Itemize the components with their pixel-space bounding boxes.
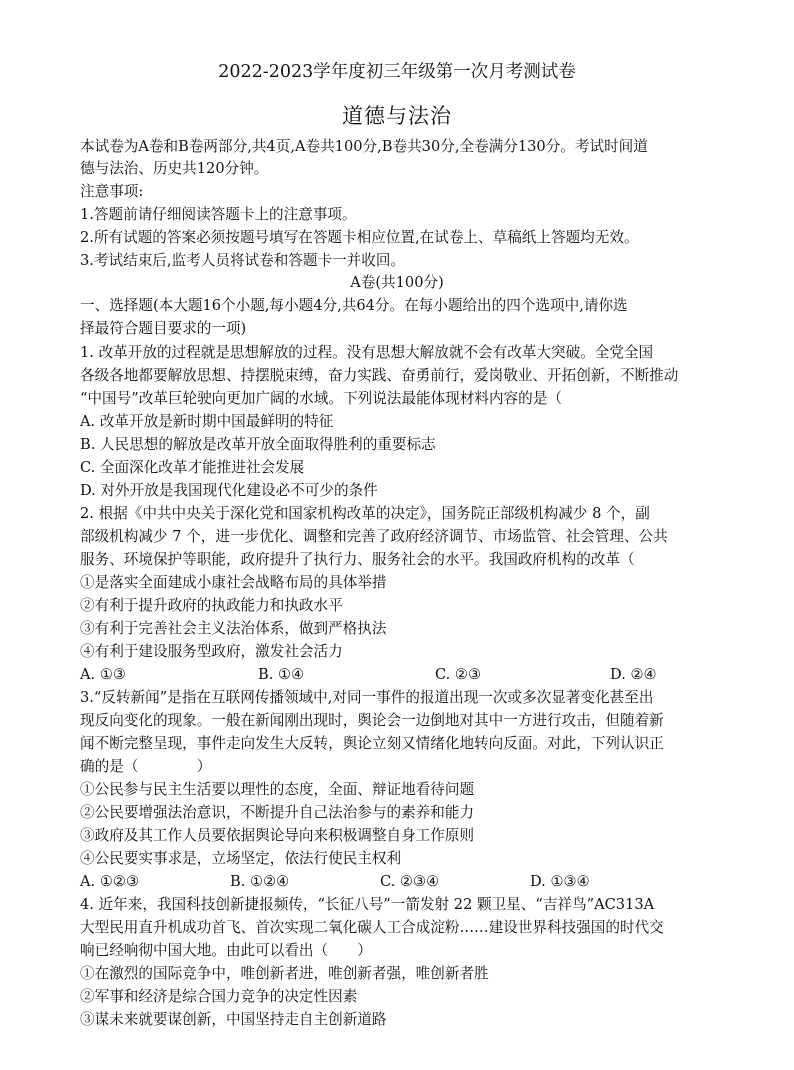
- exam-title: 2022-2023学年度初三年级第一次月考测试卷: [218, 62, 576, 82]
- q1-option-c: C. 全面深化改革才能推进社会发展: [80, 459, 305, 476]
- q1-stem-3: “中国号”改革巨轮驶向更加广阔的水域。下列说法最能体现材料内容的是（: [80, 390, 562, 407]
- q1-option-d: D. 对外开放是我国现代化建设必不可少的条件: [80, 482, 378, 499]
- intro-line-1: 本试卷为A卷和B卷两部分,共4页,A卷共100分,B卷共30分,全卷满分130分。考试时间道: [80, 138, 648, 155]
- q2-choice-c: C. ②③: [435, 666, 482, 683]
- q3-choice-d: D. ①③④: [530, 873, 590, 890]
- subject-title: 道德与法治: [342, 104, 452, 128]
- q3-stem-2: 现反向变化的现象。一般在新闻刚出现时，舆论会一边倒地对其中一方进行攻击，但随着新: [80, 712, 664, 729]
- q4-stem-1: 4. 近年来，我国科技创新捷报频传，“长征八号”一箭发射 22 颗卫星、“吉祥鸟”AC313A: [80, 896, 655, 913]
- q4-stem-3: 响已经响彻中国大地。由此可以看出（ ）: [80, 942, 372, 959]
- q2-statement-1: ①是落实全面建成小康社会战略布局的具体举措: [80, 574, 387, 591]
- part-one-line-1: 一、选择题(本大题16个小题,每小题4分,共64分。在每小题给出的四个选项中,请你选: [80, 297, 628, 314]
- q2-statement-4: ④有利于建设服务型政府，激发社会活力: [80, 643, 343, 660]
- q4-statement-2: ②军事和经济是综合国力竞争的决定性因素: [80, 988, 358, 1005]
- q1-stem-1: 1. 改革开放的过程就是思想解放的过程。没有思想大解放就不会有改革大突破。全党全国: [80, 344, 654, 361]
- q3-statement-2: ②公民要增强法治意识，不断提升自己法治参与的素养和能力: [80, 804, 475, 821]
- q3-statement-4: ④公民要实事求是，立场坚定，依法行使民主权利: [80, 850, 402, 867]
- q2-statement-3: ③有利于完善社会主义法治体系，做到严格执法: [80, 620, 387, 637]
- q3-stem-1: 3.“反转新闻”是指在互联网传播领域中,对同一事件的报道出现一次或多次显著变化甚至出: [80, 689, 654, 706]
- q3-statement-3: ③政府及其工作人员要依据舆论导向来积极调整自身工作原则: [80, 827, 475, 844]
- q4-stem-2: 大型民用直升机成功首飞、首次实现二氧化碳人工合成淀粉……建设世界科技强国的时代交: [80, 919, 664, 936]
- intro-line-2: 德与法治、历史共120分钟。: [80, 160, 269, 177]
- section-a-heading: A卷(共100分): [350, 274, 444, 291]
- q4-statement-1: ①在激烈的国际竞争中，唯创新者进，唯创新者强，唯创新者胜: [80, 965, 489, 982]
- q4-statement-3: ③谋未来就要谋创新，中国坚持走自主创新道路: [80, 1011, 387, 1028]
- q3-statement-1: ①公民参与民主生活要以理性的态度，全面、辩证地看待问题: [80, 781, 475, 798]
- q2-choice-a: A. ①③: [80, 666, 126, 683]
- q2-stem-1: 2. 根据《中共中央关于深化党和国家机构改革的决定》，国务院正部级机构减少 8 个，副: [80, 505, 650, 522]
- q3-choice-c: C. ②③④: [380, 873, 440, 890]
- notice-1: 1.答题前请仔细阅读答题卡上的注意事项。: [80, 206, 357, 223]
- q2-stem-3: 服务、环境保护等职能，政府提升了执行力、服务社会的水平。我国政府机构的改革（: [80, 551, 635, 568]
- q2-choice-b: B. ①④: [258, 666, 305, 683]
- q3-choice-b: B. ①②④: [230, 873, 290, 890]
- q3-stem-4: 确的是（ ）: [80, 758, 212, 775]
- q2-stem-2: 部级机构减少 7 个，进一步优化、调整和完善了政府经济调节、市场监管、社会管理、公共: [80, 528, 668, 545]
- q3-stem-3: 闻不断完整呈现，事件走向发生大反转，舆论立刻又情绪化地转向反面。对此，下列认识正: [80, 735, 664, 752]
- notice-3: 3.考试结束后,监考人员将试卷和答题卡一并收回。: [80, 252, 406, 269]
- q1-option-a: A. 改革开放是新时期中国最鲜明的特征: [80, 413, 334, 430]
- q2-statement-2: ②有利于提升政府的执政能力和执政水平: [80, 597, 343, 614]
- notice-title: 注意事项:: [80, 183, 144, 200]
- q1-stem-2: 各级各地都要解放思想、持摆脱束缚，奋力实践、奋勇前行，爱岗敬业、开拓创新，不断推动: [80, 367, 679, 384]
- part-one-line-2: 择最符合题目要求的一项): [80, 320, 247, 337]
- q3-choice-a: A. ①②③: [80, 873, 140, 890]
- q2-choice-d: D. ②④: [610, 666, 657, 683]
- notice-2: 2.所有试题的答案必须按题号填写在答题卡相应位置,在试卷上、草稿纸上答题均无效。: [80, 229, 639, 246]
- q1-option-b: B. 人民思想的解放是改革开放全面取得胜利的重要标志: [80, 436, 436, 453]
